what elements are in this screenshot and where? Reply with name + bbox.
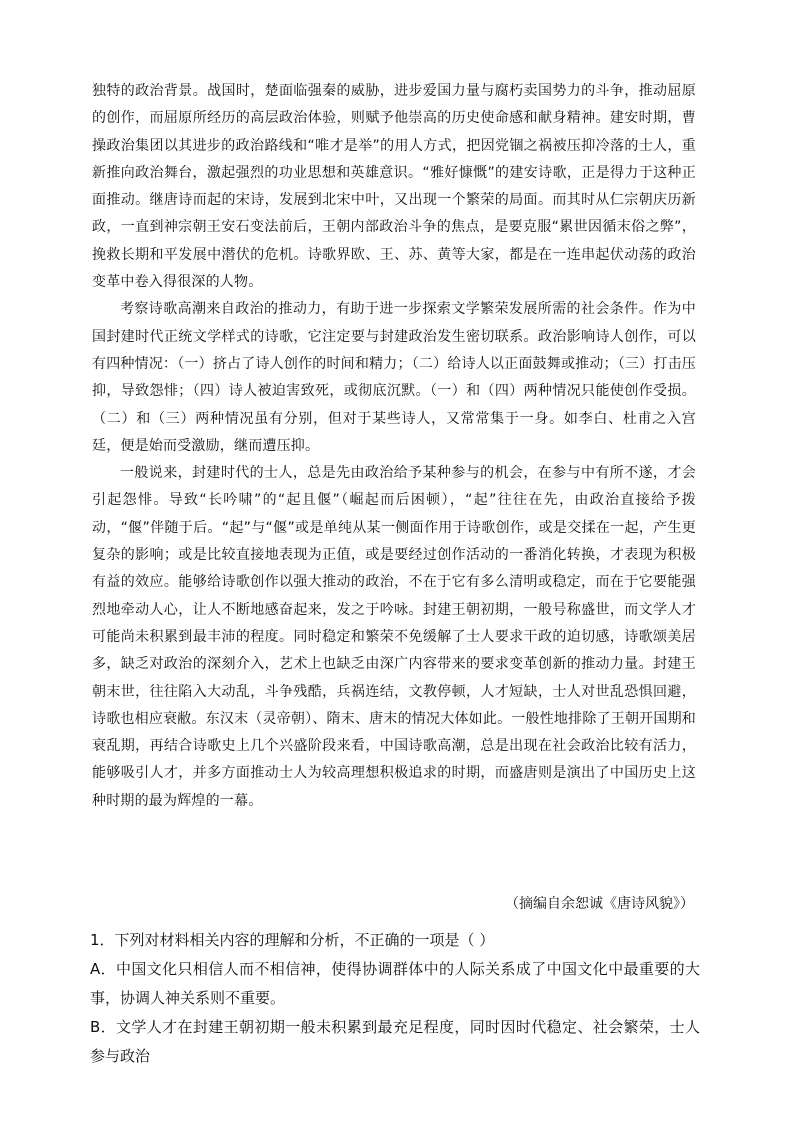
article-body bbox=[92, 78, 696, 815]
question-stem: 1．下列对材料相关内容的理解和分析，不正确的一项是（ ） bbox=[90, 931, 495, 949]
question-block bbox=[90, 926, 700, 1071]
paragraph-2: 考察诗歌高潮来自政治的推动力，有助于进一步探索文学繁荣发展所需的社会条件。作为中国封建时代正统文学样式的诗歌，它注定要与封建政治发生密切联系。政治影响诗人创作，可以有四种情况：（一）挤占了诗人创作的时间和精力；（二）给诗人以正面鼓舞或推动；（三）打击压抑，导致怨悱；（四）诗人被迫害致死，或彻底沉默。（一）和（四）两种情况只能使创作受损。（二）和（三）两种情况虽有分别，但对于某些诗人，又常常集于一身。如李白、杜甫之入宫廷，便是始而受激励，继而遭压抑。 bbox=[92, 301, 696, 454]
source-citation: （摘编自余恕诚《唐诗风貌》） bbox=[505, 896, 694, 912]
paragraph-3: 一般说来，封建时代的士人，总是先由政治给予某种参与的机会，在参与中有所不遂，才会引起怨悱。导致“长吟啸”的“起且偃”（崛起而后困顿），“起”往往在先，由政治直接给予拨动，“偃”伴随于后。“起”与“偃”或是单纯从某一侧面作用于诗歌创作，或是交揉在一起，产生更复杂的影响；或是比较直接地表现为正值，或是要经过创作活动的一番消化转换，才表现为积极有益的效应。能够给诗歌创作以强大推动的政治，不在于它有多么清明或稳定，而在于它要能强烈地牵动人心，让人不断地感奋起来，发之于吟咏。封建王朝初期，一般号称盛世，而文学人才可能尚未积累到最丰沛的程度。同时稳定和繁荣不免缓解了士人要求干政的迫切感，诗歌颂美居多，缺乏对政治的深刻介入，艺术上也缺乏由深广内容带来的要求变革创新的推动力量。封建王朝末世，往往陷入大动乱，斗争残酷，兵祸连结，文教停顿，人才短缺，士人对世乱恐惧回避，诗歌也相应衰敝。东汉末（灵帝朝）、隋末、唐末的情况大体如此。一般性地排除了王朝开国期和衰乱期，再结合诗歌史上几个兴盛阶段来看，中国诗歌高潮，总是出现在社会政治比较有活力，能够吸引人才，并多方面推动士人为较高理想积极追求的时期，而盛唐则是演出了中国历史上这种时期的最为辉煌的一幕。 bbox=[92, 465, 696, 809]
option-b: B．文学人才在封建王朝初期一般未积累到最充足程度，同时因时代稳定、社会繁荣，士人参与政治 bbox=[90, 1018, 700, 1065]
option-a: A．中国文化只相信人而不相信神，使得协调群体中的人际关系成了中国文化中最重要的大事，协调人神关系则不重要。 bbox=[90, 960, 700, 1007]
paragraph-1: 独特的政治背景。战国时，楚面临强秦的威胁，进步爱国力量与腐朽卖国势力的斗争，推动屈原的创作，而屈原所经历的高层政治体验，则赋予他崇高的历史使命感和献身精神。建安时期，曹操政治集团以其进步的政治路线和“唯才是举”的用人方式，把因党锢之祸被压抑冷落的士人，重新推向政治舞台，激起强烈的功业思想和英雄意识。“雅好慷慨”的建安诗歌，正是得力于这种正面推动。继唐诗而起的宋诗，发展到北宋中叶，又出现一个繁荣的局面。而其时从仁宗朝庆历新政，一直到神宗朝王安石变法前后，王朝内部政治斗争的焦点，是要克服“累世因循末俗之弊”，挽救长期和平发展中潜伏的危机。诗歌界欧、王、苏、黄等大家，都是在一连串起伏动荡的政治变革中卷入得很深的人物。 bbox=[92, 83, 696, 291]
